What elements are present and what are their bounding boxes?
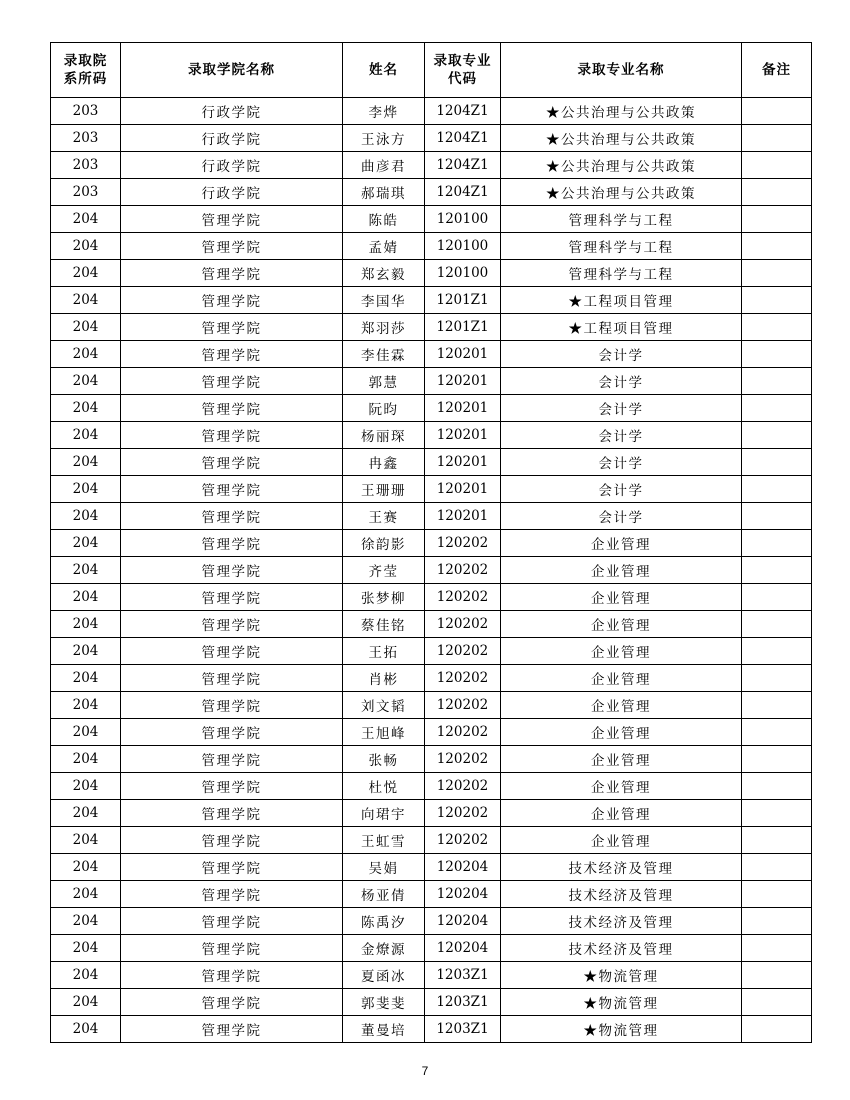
- major-code-cell: 120202: [425, 800, 501, 827]
- table-row: [51, 611, 812, 638]
- major-name-cell: 企业管理: [501, 827, 742, 854]
- table-row: [51, 476, 812, 503]
- major-name-cell: 会计学: [501, 395, 742, 422]
- remarks-cell: [742, 908, 812, 935]
- major-name-cell: ★公共治理与公共政策: [501, 152, 742, 179]
- college-name-cell: 管理学院: [121, 719, 343, 746]
- major-name-cell: 管理科学与工程: [501, 233, 742, 260]
- student-name-cell: 金燎源: [343, 935, 425, 962]
- college-name-cell: 行政学院: [121, 179, 343, 206]
- college-name-cell: 管理学院: [121, 881, 343, 908]
- college-code-cell: 204: [51, 800, 121, 827]
- college-name-cell: 管理学院: [121, 611, 343, 638]
- college-code-cell: 204: [51, 692, 121, 719]
- student-name-cell: 王赛: [343, 503, 425, 530]
- table-row: [51, 98, 812, 125]
- table-row: [51, 935, 812, 962]
- remarks-cell: [742, 827, 812, 854]
- college-code-cell: 204: [51, 827, 121, 854]
- college-name-cell: 管理学院: [121, 206, 343, 233]
- major-code-cell: 1203Z1: [425, 989, 501, 1016]
- major-code-cell: 120100: [425, 206, 501, 233]
- major-code-cell: 120202: [425, 746, 501, 773]
- student-name-cell: 孟婧: [343, 233, 425, 260]
- college-code-cell: 204: [51, 395, 121, 422]
- college-name-cell: 管理学院: [121, 314, 343, 341]
- student-name-cell: 王拓: [343, 638, 425, 665]
- major-code-cell: 1203Z1: [425, 1016, 501, 1043]
- student-name-cell: 陈皓: [343, 206, 425, 233]
- student-name-cell: 杨亚倩: [343, 881, 425, 908]
- student-name-cell: 齐莹: [343, 557, 425, 584]
- major-name-cell: 技术经济及管理: [501, 881, 742, 908]
- remarks-cell: [742, 962, 812, 989]
- student-name-cell: 王虹雪: [343, 827, 425, 854]
- college-name-cell: 管理学院: [121, 530, 343, 557]
- student-name-cell: 郑玄毅: [343, 260, 425, 287]
- college-code-cell: 204: [51, 422, 121, 449]
- college-code-cell: 204: [51, 935, 121, 962]
- table-row: [51, 557, 812, 584]
- remarks-cell: [742, 638, 812, 665]
- student-name-cell: 王珊珊: [343, 476, 425, 503]
- student-name-cell: 杜悦: [343, 773, 425, 800]
- major-code-cell: 1201Z1: [425, 287, 501, 314]
- table-row: [51, 962, 812, 989]
- remarks-cell: [742, 503, 812, 530]
- student-name-cell: 徐韵影: [343, 530, 425, 557]
- college-name-cell: 管理学院: [121, 854, 343, 881]
- college-name-cell: 管理学院: [121, 422, 343, 449]
- college-code-cell: 204: [51, 233, 121, 260]
- student-name-cell: 郭斐斐: [343, 989, 425, 1016]
- remarks-cell: [742, 773, 812, 800]
- college-code-cell: 204: [51, 746, 121, 773]
- student-name-cell: 李烨: [343, 98, 425, 125]
- student-name-cell: 阮昀: [343, 395, 425, 422]
- major-code-cell: 120202: [425, 584, 501, 611]
- table-row: [51, 584, 812, 611]
- major-code-cell: 120201: [425, 476, 501, 503]
- header-college-code-line2: 系所码: [63, 71, 108, 87]
- college-name-cell: 管理学院: [121, 908, 343, 935]
- major-code-cell: 120202: [425, 611, 501, 638]
- table-row: [51, 287, 812, 314]
- major-code-cell: 120201: [425, 449, 501, 476]
- major-name-cell: 企业管理: [501, 557, 742, 584]
- header-student-name: 姓名: [343, 43, 425, 98]
- college-code-cell: 204: [51, 989, 121, 1016]
- college-code-cell: 204: [51, 476, 121, 503]
- college-name-cell: 管理学院: [121, 341, 343, 368]
- college-name-cell: 管理学院: [121, 935, 343, 962]
- remarks-cell: [742, 530, 812, 557]
- major-name-cell: 企业管理: [501, 719, 742, 746]
- student-name-cell: 郑羽莎: [343, 314, 425, 341]
- college-code-cell: 204: [51, 908, 121, 935]
- remarks-cell: [742, 179, 812, 206]
- major-name-cell: 技术经济及管理: [501, 854, 742, 881]
- major-name-cell: 技术经济及管理: [501, 908, 742, 935]
- remarks-cell: [742, 692, 812, 719]
- student-name-cell: 冉鑫: [343, 449, 425, 476]
- remarks-cell: [742, 584, 812, 611]
- major-code-cell: 120204: [425, 935, 501, 962]
- major-name-cell: 企业管理: [501, 638, 742, 665]
- table-row: [51, 854, 812, 881]
- major-code-cell: 120100: [425, 233, 501, 260]
- major-name-cell: 企业管理: [501, 746, 742, 773]
- college-name-cell: 管理学院: [121, 746, 343, 773]
- college-code-cell: 203: [51, 125, 121, 152]
- student-name-cell: 王泳方: [343, 125, 425, 152]
- college-code-cell: 204: [51, 638, 121, 665]
- remarks-cell: [742, 98, 812, 125]
- table-row: [51, 422, 812, 449]
- remarks-cell: [742, 800, 812, 827]
- major-name-cell: 技术经济及管理: [501, 935, 742, 962]
- major-code-cell: 120202: [425, 557, 501, 584]
- major-name-cell: 会计学: [501, 368, 742, 395]
- major-name-cell: ★公共治理与公共政策: [501, 179, 742, 206]
- major-name-cell: 管理科学与工程: [501, 260, 742, 287]
- college-code-cell: 204: [51, 773, 121, 800]
- student-name-cell: 肖彬: [343, 665, 425, 692]
- college-name-cell: 管理学院: [121, 449, 343, 476]
- remarks-cell: [742, 341, 812, 368]
- major-name-cell: ★公共治理与公共政策: [501, 98, 742, 125]
- major-name-cell: 企业管理: [501, 665, 742, 692]
- student-name-cell: 郝瑞琪: [343, 179, 425, 206]
- table-row: [51, 449, 812, 476]
- college-name-cell: 管理学院: [121, 692, 343, 719]
- student-name-cell: 王旭峰: [343, 719, 425, 746]
- major-name-cell: ★工程项目管理: [501, 287, 742, 314]
- table-row: [51, 314, 812, 341]
- table-row: [51, 908, 812, 935]
- college-name-cell: 管理学院: [121, 368, 343, 395]
- college-code-cell: 204: [51, 287, 121, 314]
- college-code-cell: 204: [51, 314, 121, 341]
- college-code-cell: 204: [51, 584, 121, 611]
- remarks-cell: [742, 260, 812, 287]
- college-code-cell: 203: [51, 152, 121, 179]
- college-code-cell: 204: [51, 206, 121, 233]
- college-name-cell: 管理学院: [121, 503, 343, 530]
- major-code-cell: 120204: [425, 908, 501, 935]
- major-name-cell: ★物流管理: [501, 989, 742, 1016]
- major-code-cell: 1201Z1: [425, 314, 501, 341]
- college-name-cell: 管理学院: [121, 287, 343, 314]
- college-code-cell: 204: [51, 557, 121, 584]
- table-row: [51, 800, 812, 827]
- college-name-cell: 管理学院: [121, 773, 343, 800]
- table-row: [51, 368, 812, 395]
- remarks-cell: [742, 746, 812, 773]
- table-row: [51, 989, 812, 1016]
- college-name-cell: 行政学院: [121, 125, 343, 152]
- major-code-cell: 120201: [425, 503, 501, 530]
- major-code-cell: 120202: [425, 530, 501, 557]
- college-name-cell: 管理学院: [121, 260, 343, 287]
- remarks-cell: [742, 395, 812, 422]
- major-name-cell: 会计学: [501, 422, 742, 449]
- header-major-name: 录取专业名称: [501, 43, 742, 98]
- major-code-cell: 1204Z1: [425, 152, 501, 179]
- table-row: [51, 233, 812, 260]
- college-name-cell: 管理学院: [121, 476, 343, 503]
- student-name-cell: 向珺宇: [343, 800, 425, 827]
- remarks-cell: [742, 881, 812, 908]
- major-code-cell: 120202: [425, 827, 501, 854]
- remarks-cell: [742, 1016, 812, 1043]
- college-name-cell: 管理学院: [121, 557, 343, 584]
- remarks-cell: [742, 935, 812, 962]
- college-code-cell: 204: [51, 611, 121, 638]
- header-major-code-line2: 代码: [448, 71, 477, 87]
- student-name-cell: 张畅: [343, 746, 425, 773]
- college-code-cell: 204: [51, 719, 121, 746]
- college-name-cell: 管理学院: [121, 962, 343, 989]
- major-name-cell: 会计学: [501, 476, 742, 503]
- table-row: [51, 260, 812, 287]
- major-name-cell: 企业管理: [501, 530, 742, 557]
- remarks-cell: [742, 368, 812, 395]
- table-row: [51, 125, 812, 152]
- table-row: [51, 206, 812, 233]
- major-name-cell: 会计学: [501, 341, 742, 368]
- major-code-cell: 120202: [425, 665, 501, 692]
- header-college-name: 录取学院名称: [121, 43, 343, 98]
- major-code-cell: 120201: [425, 368, 501, 395]
- student-name-cell: 蔡佳铭: [343, 611, 425, 638]
- student-name-cell: 夏函冰: [343, 962, 425, 989]
- college-code-cell: 203: [51, 179, 121, 206]
- student-name-cell: 李佳霖: [343, 341, 425, 368]
- header-major-code-line1: 录取专业: [433, 53, 492, 69]
- major-name-cell: ★物流管理: [501, 962, 742, 989]
- remarks-cell: [742, 719, 812, 746]
- student-name-cell: 曲彦君: [343, 152, 425, 179]
- table-row: [51, 665, 812, 692]
- major-code-cell: 1204Z1: [425, 98, 501, 125]
- college-code-cell: 204: [51, 341, 121, 368]
- major-name-cell: 会计学: [501, 503, 742, 530]
- remarks-cell: [742, 854, 812, 881]
- college-code-cell: 204: [51, 368, 121, 395]
- major-code-cell: 120202: [425, 773, 501, 800]
- admission-table: [50, 42, 812, 1043]
- college-code-cell: 204: [51, 530, 121, 557]
- major-name-cell: 企业管理: [501, 584, 742, 611]
- table-row: [51, 530, 812, 557]
- college-name-cell: 管理学院: [121, 233, 343, 260]
- remarks-cell: [742, 125, 812, 152]
- header-college-code: [51, 43, 121, 98]
- student-name-cell: 董曼培: [343, 1016, 425, 1043]
- major-name-cell: 管理科学与工程: [501, 206, 742, 233]
- major-code-cell: 1204Z1: [425, 125, 501, 152]
- college-code-cell: 204: [51, 1016, 121, 1043]
- page-number: 7: [421, 1064, 429, 1078]
- table-row: [51, 719, 812, 746]
- major-code-cell: 120201: [425, 395, 501, 422]
- major-code-cell: 1203Z1: [425, 962, 501, 989]
- major-name-cell: ★工程项目管理: [501, 314, 742, 341]
- student-name-cell: 陈禹汐: [343, 908, 425, 935]
- table-row: [51, 773, 812, 800]
- student-name-cell: 郭慧: [343, 368, 425, 395]
- remarks-cell: [742, 206, 812, 233]
- remarks-cell: [742, 989, 812, 1016]
- remarks-cell: [742, 611, 812, 638]
- table-row: [51, 395, 812, 422]
- table-row: [51, 746, 812, 773]
- college-name-cell: 行政学院: [121, 98, 343, 125]
- remarks-cell: [742, 476, 812, 503]
- college-name-cell: 管理学院: [121, 665, 343, 692]
- major-code-cell: 120202: [425, 719, 501, 746]
- table-row: [51, 152, 812, 179]
- student-name-cell: 刘文韬: [343, 692, 425, 719]
- header-major-code: [425, 43, 501, 98]
- remarks-cell: [742, 422, 812, 449]
- major-name-cell: ★公共治理与公共政策: [501, 125, 742, 152]
- college-code-cell: 204: [51, 449, 121, 476]
- college-name-cell: 管理学院: [121, 827, 343, 854]
- table-row: [51, 179, 812, 206]
- college-code-cell: 204: [51, 854, 121, 881]
- table-row: [51, 692, 812, 719]
- table-row: [51, 1016, 812, 1043]
- remarks-cell: [742, 233, 812, 260]
- student-name-cell: 李国华: [343, 287, 425, 314]
- remarks-cell: [742, 287, 812, 314]
- major-code-cell: 120202: [425, 638, 501, 665]
- major-code-cell: 120204: [425, 881, 501, 908]
- college-name-cell: 管理学院: [121, 395, 343, 422]
- college-code-cell: 203: [51, 98, 121, 125]
- major-name-cell: 会计学: [501, 449, 742, 476]
- major-name-cell: 企业管理: [501, 800, 742, 827]
- college-code-cell: 204: [51, 503, 121, 530]
- header-remarks: 备注: [742, 43, 812, 98]
- college-name-cell: 管理学院: [121, 1016, 343, 1043]
- college-name-cell: 管理学院: [121, 800, 343, 827]
- major-code-cell: 120201: [425, 422, 501, 449]
- college-code-cell: 204: [51, 260, 121, 287]
- major-code-cell: 120100: [425, 260, 501, 287]
- major-name-cell: 企业管理: [501, 611, 742, 638]
- remarks-cell: [742, 449, 812, 476]
- college-name-cell: 管理学院: [121, 989, 343, 1016]
- major-name-cell: ★物流管理: [501, 1016, 742, 1043]
- college-name-cell: 管理学院: [121, 638, 343, 665]
- student-name-cell: 杨丽琛: [343, 422, 425, 449]
- major-code-cell: 1204Z1: [425, 179, 501, 206]
- college-code-cell: 204: [51, 962, 121, 989]
- major-name-cell: 企业管理: [501, 692, 742, 719]
- remarks-cell: [742, 665, 812, 692]
- remarks-cell: [742, 152, 812, 179]
- major-code-cell: 120201: [425, 341, 501, 368]
- college-code-cell: 204: [51, 665, 121, 692]
- remarks-cell: [742, 557, 812, 584]
- student-name-cell: 吴娟: [343, 854, 425, 881]
- table-body: [51, 98, 812, 1043]
- remarks-cell: [742, 314, 812, 341]
- college-code-cell: 204: [51, 881, 121, 908]
- table-row: [51, 881, 812, 908]
- major-code-cell: 120202: [425, 692, 501, 719]
- table-row: [51, 638, 812, 665]
- college-name-cell: 行政学院: [121, 152, 343, 179]
- table-row: [51, 341, 812, 368]
- table-row: [51, 503, 812, 530]
- major-code-cell: 120204: [425, 854, 501, 881]
- header-college-code-line1: 录取院: [63, 53, 108, 69]
- college-name-cell: 管理学院: [121, 584, 343, 611]
- table-row: [51, 827, 812, 854]
- student-name-cell: 张梦柳: [343, 584, 425, 611]
- major-name-cell: 企业管理: [501, 773, 742, 800]
- header-row: [51, 43, 812, 98]
